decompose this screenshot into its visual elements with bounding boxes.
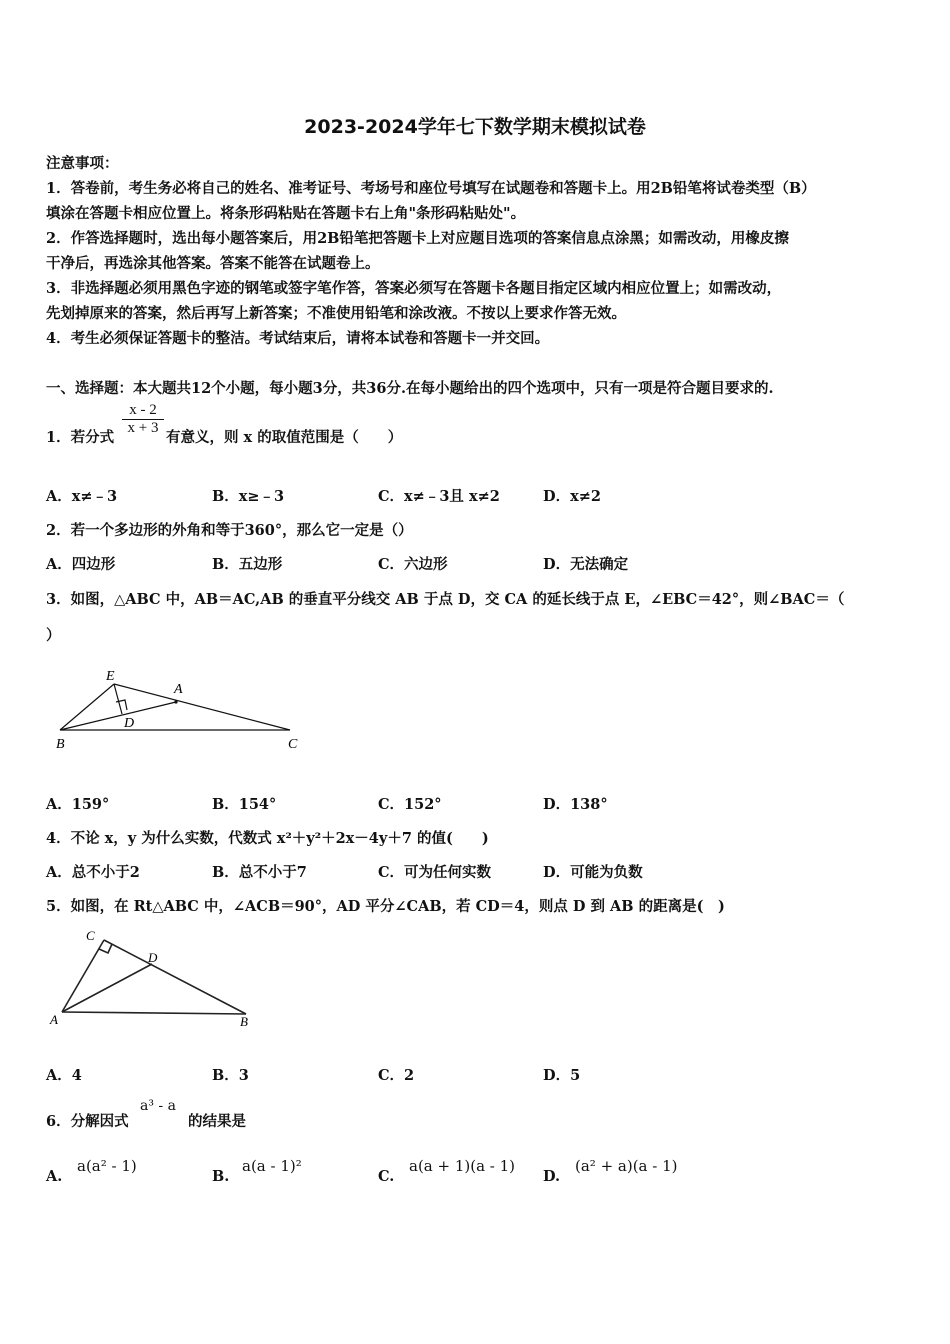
notice-line: 干净后，再选涂其他答案。答案不能答在试题卷上。 [46,255,380,272]
q3-option-c[interactable]: C．152° [378,796,442,813]
q6-option-b[interactable]: a(a - 1)² [242,1157,302,1175]
q6-option-d-letter[interactable]: D. [543,1168,561,1185]
q3-label-a: A [174,682,183,697]
q4-option-d[interactable]: D．可能为负数 [543,864,643,881]
page-title: 2023-2024学年七下数学期末模拟试卷 [304,116,646,138]
q1-suffix: 有意义，则 x 的取值范围是（ ） [166,429,403,446]
q1-option-c[interactable]: C．x≠﹣3且 x≠2 [378,488,500,505]
q3-triangle-figure [50,662,310,754]
q2-option-c[interactable]: C．六边形 [378,556,448,573]
notice-line: 1．答卷前，考生务必将自己的姓名、准考证号、考场号和座位号填写在试题卷和答题卡上。用2B铅笔将试卷类型（B） [46,180,816,197]
q6-option-c[interactable]: a(a + 1)(a - 1) [409,1157,516,1175]
q2-option-b[interactable]: B．五边形 [212,556,283,573]
q3-label-c: C [288,737,298,752]
q3-right-angle-mark [116,700,127,710]
q4-option-c[interactable]: C．可为任何实数 [378,864,492,881]
q4-stem: 4．不论 x，y 为什么实数，代数式 x²＋y²＋2x－4y＋7 的值( ) [46,830,489,847]
q5-label-c: C [86,928,95,943]
q3-segment-ba [60,702,176,730]
q3-stem-end: ） [46,627,61,644]
q1-frac-numerator: x - 2 [122,402,164,420]
q1-option-b[interactable]: B．x≥﹣3 [212,488,285,505]
q6-option-d[interactable]: (a² + a)(a - 1) [575,1157,678,1175]
q6-option-a[interactable]: a(a² - 1) [77,1157,137,1175]
q2-stem: 2．若一个多边形的外角和等于360°，那么它一定是（） [46,522,413,539]
q5-label-d: D [148,950,158,965]
notice-line: 填涂在答题卡相应位置上。将条形码粘贴在答题卡右上角"条形码粘贴处"。 [46,205,526,222]
section-heading: 一、选择题：本大题共12个小题，每小题3分，共36分.在每小题给出的四个选项中，只有一项是符合题目要求的. [46,380,774,397]
q3-option-b[interactable]: B．154° [212,796,277,813]
q3-label-b: B [56,737,65,752]
q6-option-a-letter[interactable]: A. [46,1168,63,1185]
notice-heading: 注意事项： [46,155,119,172]
q5-segment-cb [104,940,246,1014]
q6-option-b-letter[interactable]: B. [212,1168,230,1185]
q3-segment-ec [114,684,290,730]
notice-line: 3．非选择题必须用黑色字迹的钢笔或签字笔作答，答案必须写在答题卡各题目指定区域内相应位置上；如需改动， [46,280,782,297]
q1-option-d[interactable]: D．x≠2 [543,488,601,505]
notice-line: 4．考生必须保证答题卡的整洁。考试结束后，请将本试卷和答题卡一并交回。 [46,330,550,347]
q2-option-d[interactable]: D．无法确定 [543,556,629,573]
q4-option-b[interactable]: B．总不小于7 [212,864,307,881]
q5-triangle-figure [44,926,264,1030]
q3-option-a[interactable]: A．159° [46,796,110,813]
q6-prefix: 6．分解因式 [46,1113,129,1130]
q5-option-c[interactable]: C．2 [378,1067,415,1084]
q3-point-a [174,700,177,703]
q3-label-d: D [124,716,135,731]
q5-stem: 5．如图，在 Rt△ABC 中，∠ACB＝90°，AD 平分∠CAB，若 CD＝4，则点 D 到 AB 的距离是( ) [46,898,725,915]
q5-option-a[interactable]: A．4 [46,1067,82,1084]
q6-expression: a³ - a [140,1098,176,1114]
q5-option-d[interactable]: D．5 [543,1067,581,1084]
q4-option-a[interactable]: A．总不小于2 [46,864,140,881]
q3-segment-ed [114,684,122,714]
q5-label-a: A [50,1012,58,1027]
q1-fraction [122,402,164,437]
q3-stem: 3．如图，△ABC 中，AB＝AC,AB 的垂直平分线交 AB 于点 D，交 CA 的延长线于点 E，∠EBC＝42°，则∠BAC＝（ [46,591,845,608]
q1-option-a[interactable]: A．x≠﹣3 [46,488,118,505]
q5-label-b: B [240,1014,248,1029]
q6-option-c-letter[interactable]: C. [378,1168,395,1185]
q2-option-a[interactable]: A．四边形 [46,556,116,573]
q3-option-d[interactable]: D．138° [543,796,608,813]
q1-prefix: 1．若分式 [46,429,115,446]
q1-frac-denominator: x + 3 [127,420,159,436]
q5-option-b[interactable]: B．3 [212,1067,249,1084]
notice-line: 2．作答选择题时，选出每小题答案后，用2B铅笔把答题卡上对应题目选项的答案信息点涂黑；如需改动，用橡皮擦 [46,230,789,247]
q5-segment-ab [62,1012,246,1014]
q3-label-e: E [106,669,115,684]
q6-suffix: 的结果是 [188,1113,246,1130]
notice-line: 先划掉原来的答案，然后再写上新答案；不准使用铅笔和涂改液。不按以上要求作答无效。 [46,305,626,322]
